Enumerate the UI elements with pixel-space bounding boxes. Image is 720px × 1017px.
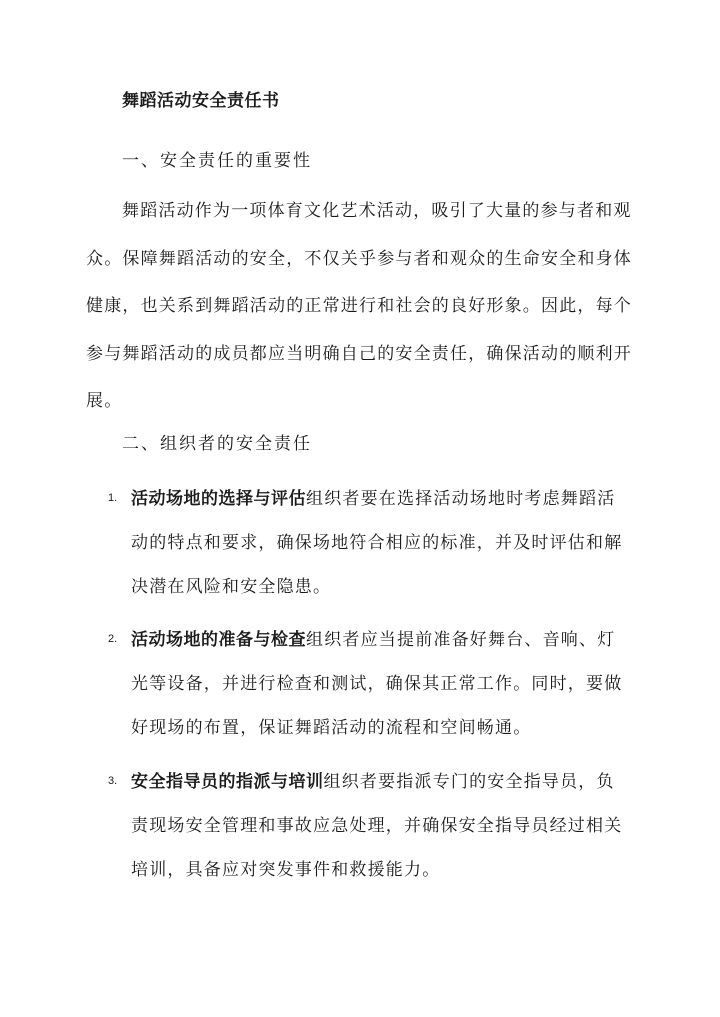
list-item-number: 3. — [108, 775, 118, 787]
list-item-body — [131, 760, 628, 892]
list-item — [108, 618, 628, 750]
section-heading-importance: 一、安全责任的重要性 — [122, 151, 312, 171]
list-item-text: 组织者应当提前准备好舞台、音响、灯光等设备，并进行检查和测试，确保其正常工作。同时，要做好现场的布置，保证舞蹈活动的流程和空间畅通。 — [131, 630, 623, 738]
list-item-text: 组织者要指派专门的安全指导员，负责现场安全管理和事故应急处理，并确保安全指导员经过相关培训，具备应对突发事件和救援能力。 — [131, 772, 623, 880]
document-title: 舞蹈活动安全责任书 — [122, 91, 280, 111]
list-item-number: 1. — [108, 492, 118, 504]
list-item — [108, 477, 628, 609]
list-item-text: 组织者要在选择活动场地时考虑舞蹈活动的特点和要求，确保场地符合相应的标准，并及时评估和解决潜在风险和安全隐患。 — [131, 489, 623, 597]
list-item-heading: 活动场地的准备与检查 — [131, 630, 306, 650]
list-item — [108, 760, 628, 892]
list-item-heading: 安全指导员的指派与培训 — [131, 772, 324, 792]
section-heading-organizer: 二、组织者的安全责任 — [122, 434, 312, 454]
list-item-heading: 活动场地的选择与评估 — [131, 489, 306, 509]
list-item-body — [131, 477, 628, 609]
list-item-number: 2. — [108, 633, 118, 645]
importance-paragraph: 舞蹈活动作为一项体育文化艺术活动，吸引了大量的参与者和观众。保障舞蹈活动的安全，不仅关乎参与者和观众的生命安全和身体健康，也关系到舞蹈活动的正常进行和社会的良好形象。因此，每个参与舞蹈活动的成员都应当明确自己的安全责任，确保活动的顺利开展。 — [86, 201, 632, 411]
list-item-body — [131, 618, 628, 750]
